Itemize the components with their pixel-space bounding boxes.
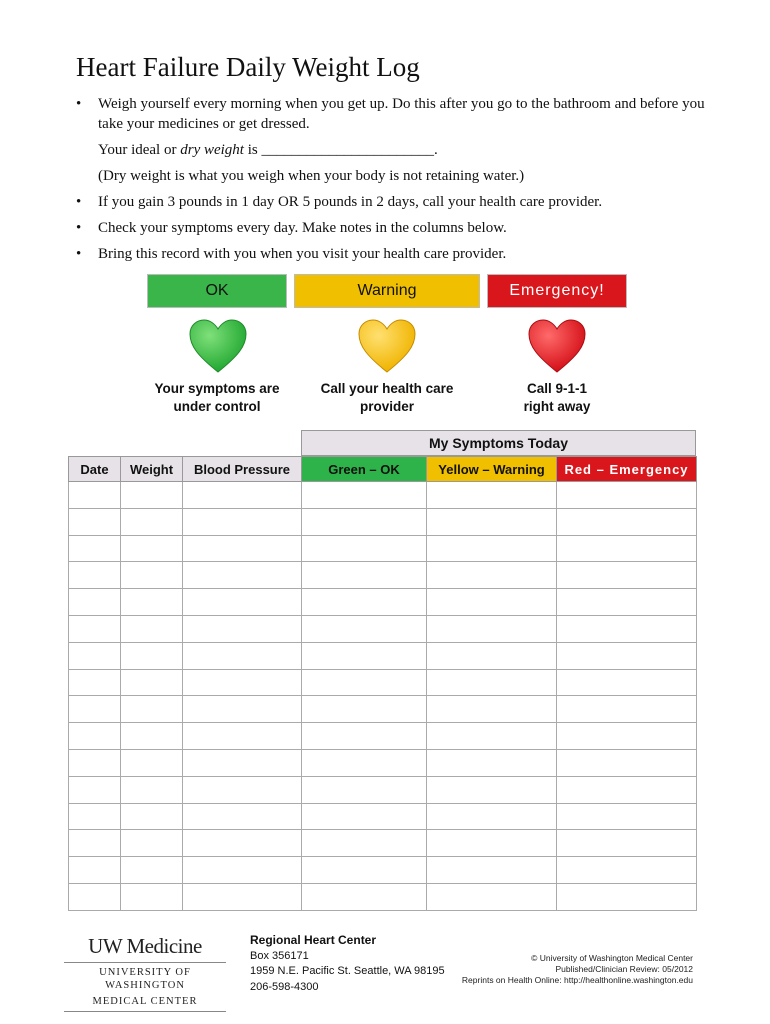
bullet-icon: • <box>76 246 82 262</box>
weight-cell[interactable] <box>121 696 183 723</box>
instruction-text: If you gain 3 pounds in 1 day OR 5 pounds in 2 days, call your health care provider. <box>98 194 603 210</box>
green-ok-cell[interactable] <box>302 803 427 830</box>
uw-medicine-logo: UW Medicine UNIVERSITY OF WASHINGTON MEDICAL CENTER <box>64 934 226 1012</box>
red-emergency-column-header: Red – Emergency <box>557 457 697 482</box>
date-cell[interactable] <box>69 669 121 696</box>
green-ok-column-header: Green – OK <box>302 457 427 482</box>
date-cell[interactable] <box>69 615 121 642</box>
table-row <box>69 669 697 696</box>
table-row <box>69 508 697 535</box>
center-contact <box>250 933 445 995</box>
weight-column-header: Weight <box>121 457 183 482</box>
weight-cell[interactable] <box>121 615 183 642</box>
date-cell[interactable] <box>69 803 121 830</box>
table-row <box>69 857 697 884</box>
yellow-warning-cell[interactable] <box>427 723 557 750</box>
green-ok-cell[interactable] <box>302 508 427 535</box>
blood-pressure-cell[interactable] <box>183 749 302 776</box>
date-cell[interactable] <box>69 723 121 750</box>
yellow-warning-cell[interactable] <box>427 615 557 642</box>
red-emergency-cell[interactable] <box>557 723 697 750</box>
red-emergency-cell[interactable] <box>557 562 697 589</box>
date-cell[interactable] <box>69 749 121 776</box>
blood-pressure-cell[interactable] <box>183 830 302 857</box>
weight-cell[interactable] <box>121 642 183 669</box>
red-emergency-cell[interactable] <box>557 830 697 857</box>
bullet-icon: • <box>76 194 82 210</box>
red-emergency-cell[interactable] <box>557 482 697 509</box>
yellow-warning-cell[interactable] <box>427 803 557 830</box>
table-row <box>69 749 697 776</box>
instruction-item <box>76 192 716 212</box>
yellow-warning-cell[interactable] <box>427 669 557 696</box>
weight-cell[interactable] <box>121 669 183 696</box>
blood-pressure-cell[interactable] <box>183 642 302 669</box>
blood-pressure-cell[interactable] <box>183 723 302 750</box>
date-cell[interactable] <box>69 830 121 857</box>
green-ok-cell[interactable] <box>302 696 427 723</box>
table-row <box>69 589 697 616</box>
reprints-link: Reprints on Health Online: http://healthonline.washington.edu <box>461 975 693 985</box>
table-row <box>69 642 697 669</box>
green-ok-cell[interactable] <box>302 776 427 803</box>
symptoms-header: My Symptoms Today <box>301 430 696 456</box>
table-row <box>69 535 697 562</box>
instruction-item <box>76 218 716 238</box>
weight-cell[interactable] <box>121 883 183 910</box>
yellow-warning-cell[interactable] <box>427 482 557 509</box>
instruction-text: Check your symptoms every day. Make notes in the columns below. <box>98 220 507 236</box>
red-emergency-cell[interactable] <box>557 615 697 642</box>
date-cell[interactable] <box>69 776 121 803</box>
green-ok-cell[interactable] <box>302 749 427 776</box>
red-heart-icon <box>527 318 587 374</box>
blood-pressure-cell[interactable] <box>183 857 302 884</box>
red-emergency-cell[interactable] <box>557 803 697 830</box>
blood-pressure-cell[interactable] <box>183 669 302 696</box>
instruction-text: Bring this record with you when you visit your health care provider. <box>98 246 507 262</box>
instruction-text: Weigh yourself every morning when you get up. Do this after you go to the bathroom and before you take your medicines or get dressed. <box>98 96 705 132</box>
yellow-warning-cell[interactable] <box>427 589 557 616</box>
yellow-warning-cell[interactable] <box>427 562 557 589</box>
table-header-row <box>69 457 697 482</box>
dry-weight-term: dry weight <box>180 142 244 158</box>
date-cell[interactable] <box>69 482 121 509</box>
date-cell[interactable] <box>69 589 121 616</box>
red-emergency-cell[interactable] <box>557 535 697 562</box>
green-ok-cell[interactable] <box>302 830 427 857</box>
green-ok-cell[interactable] <box>302 883 427 910</box>
yellow-warning-cell[interactable] <box>427 508 557 535</box>
weight-cell[interactable] <box>121 723 183 750</box>
red-emergency-cell[interactable] <box>557 669 697 696</box>
green-ok-cell[interactable] <box>302 589 427 616</box>
red-emergency-cell[interactable] <box>557 776 697 803</box>
red-emergency-cell[interactable] <box>557 857 697 884</box>
ok-level-banner: OK <box>147 274 287 308</box>
weight-log-table <box>68 456 697 911</box>
dry-weight-note: (Dry weight is what you weigh when your body is not retaining water.) <box>98 168 525 184</box>
date-cell[interactable] <box>69 642 121 669</box>
green-ok-cell[interactable] <box>302 615 427 642</box>
center-name: Regional Heart Center <box>250 933 377 947</box>
bullet-icon: • <box>76 220 82 236</box>
table-row <box>69 696 697 723</box>
blood-pressure-cell[interactable] <box>183 803 302 830</box>
red-emergency-cell[interactable] <box>557 749 697 776</box>
weight-cell[interactable] <box>121 830 183 857</box>
review-date: Published/Clinician Review: 05/2012 <box>555 964 693 974</box>
dry-weight-line: Your ideal or dry weight is _______________________. <box>98 142 438 158</box>
weight-cell[interactable] <box>121 857 183 884</box>
green-heart-icon <box>188 318 248 374</box>
green-ok-cell[interactable] <box>302 857 427 884</box>
blood-pressure-column-header: Blood Pressure <box>183 457 302 482</box>
yellow-warning-cell[interactable] <box>427 857 557 884</box>
blood-pressure-cell[interactable] <box>183 589 302 616</box>
weight-cell[interactable] <box>121 508 183 535</box>
ok-caption: Your symptoms are under control <box>154 381 280 414</box>
blood-pressure-cell[interactable] <box>183 615 302 642</box>
yellow-warning-cell[interactable] <box>427 883 557 910</box>
green-ok-cell[interactable] <box>302 535 427 562</box>
date-cell[interactable] <box>69 535 121 562</box>
page-title: Heart Failure Daily Weight Log <box>76 52 420 82</box>
weight-cell[interactable] <box>121 562 183 589</box>
red-emergency-cell[interactable] <box>557 508 697 535</box>
warning-caption: Call your health care provider <box>320 381 454 414</box>
yellow-warning-cell[interactable] <box>427 642 557 669</box>
table-row <box>69 830 697 857</box>
weight-cell[interactable] <box>121 776 183 803</box>
instruction-item <box>76 94 716 134</box>
weight-cell[interactable] <box>121 482 183 509</box>
yellow-warning-cell[interactable] <box>427 776 557 803</box>
table-row <box>69 562 697 589</box>
green-ok-cell[interactable] <box>302 669 427 696</box>
red-emergency-cell[interactable] <box>557 642 697 669</box>
table-row <box>69 723 697 750</box>
date-cell[interactable] <box>69 857 121 884</box>
emergency-level-banner: Emergency! <box>487 274 627 308</box>
yellow-warning-cell[interactable] <box>427 535 557 562</box>
center-phone: 206-598-4300 <box>250 980 319 993</box>
yellow-warning-cell[interactable] <box>427 696 557 723</box>
blood-pressure-cell[interactable] <box>183 776 302 803</box>
blood-pressure-cell[interactable] <box>183 562 302 589</box>
table-row <box>69 482 697 509</box>
table-row <box>69 883 697 910</box>
table-row <box>69 776 697 803</box>
instruction-item <box>76 244 716 264</box>
green-ok-cell[interactable] <box>302 723 427 750</box>
yellow-warning-cell[interactable] <box>427 749 557 776</box>
yellow-warning-column-header: Yellow – Warning <box>427 457 557 482</box>
warning-level-banner: Warning <box>294 274 480 308</box>
weight-cell[interactable] <box>121 535 183 562</box>
date-column-header: Date <box>69 457 121 482</box>
green-ok-cell[interactable] <box>302 562 427 589</box>
blood-pressure-cell[interactable] <box>183 535 302 562</box>
table-row <box>69 615 697 642</box>
green-ok-cell[interactable] <box>302 482 427 509</box>
weight-cell[interactable] <box>121 803 183 830</box>
blood-pressure-cell[interactable] <box>183 508 302 535</box>
blood-pressure-cell[interactable] <box>183 482 302 509</box>
publication-info <box>462 953 693 986</box>
yellow-heart-icon <box>357 318 417 374</box>
green-ok-cell[interactable] <box>302 642 427 669</box>
blood-pressure-cell[interactable] <box>183 696 302 723</box>
date-cell[interactable] <box>69 508 121 535</box>
center-box: Box 356171 <box>250 949 309 962</box>
date-cell[interactable] <box>69 883 121 910</box>
yellow-warning-cell[interactable] <box>427 830 557 857</box>
date-cell[interactable] <box>69 696 121 723</box>
table-row <box>69 803 697 830</box>
center-address: 1959 N.E. Pacific St. Seattle, WA 98195 <box>250 965 445 977</box>
weight-cell[interactable] <box>121 749 183 776</box>
blood-pressure-cell[interactable] <box>183 883 302 910</box>
emergency-caption: Call 9-1-1 right away <box>523 381 591 414</box>
red-emergency-cell[interactable] <box>557 883 697 910</box>
date-cell[interactable] <box>69 562 121 589</box>
weight-cell[interactable] <box>121 589 183 616</box>
red-emergency-cell[interactable] <box>557 696 697 723</box>
instructions <box>76 94 716 270</box>
bullet-icon: • <box>76 96 82 112</box>
red-emergency-cell[interactable] <box>557 589 697 616</box>
copyright: © University of Washington Medical Center <box>531 953 693 963</box>
